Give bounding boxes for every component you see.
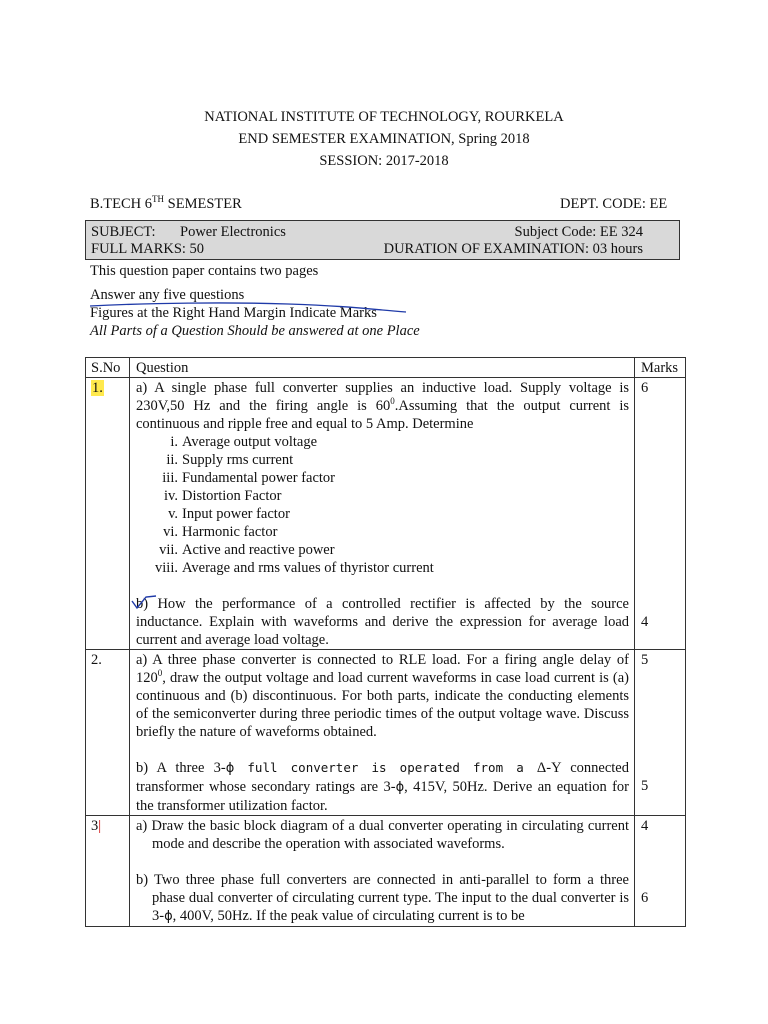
question-table — [85, 357, 686, 927]
q1-question — [130, 378, 635, 650]
parts-instruction: All Parts of a Question Should be answered at one Place — [90, 323, 420, 339]
q3-part-b: b) Two three phase full converters are connected in anti-parallel to form a three phase dual converter of circulating current type. The input to the dual converter is 3-ϕ, 400V, 50Hz. If the peak value of circulating current is to be — [136, 872, 629, 924]
q2-marks — [635, 650, 686, 816]
dept-code: DEPT. CODE: EE — [560, 196, 668, 212]
subject-value: Power Electronics — [180, 224, 286, 240]
q2-b-marks: 5 — [641, 778, 649, 794]
answer-instruction: Answer any five questions — [90, 287, 245, 303]
header-question: Question — [130, 358, 635, 378]
q2-a-marks: 5 — [641, 652, 649, 668]
semester-line: B.TECH 6TH SEMESTER — [90, 194, 242, 212]
q1-part-a: a) A single phase full converter supplies an inductive load. Supply voltage is 230V,50 Hz and the firing angle is $60^0.Assuming$ that the output current is continuous and ripple free and equal to 5 Amp. Determine — [136, 380, 629, 432]
q3-b-marks: 6 — [641, 890, 649, 906]
q2-part-a: a) A three phase converter is connected to RLE load. For a firing angle delay of $120^0$, draw the output voltage and load current waveforms in case load current is (a) continuous and (b) discontinuous. For both parts, indicate the conducting elements of the semiconverter during three periodic times of the output voltage wave. Discuss briefly the nature of waveforms obtained. — [136, 652, 629, 740]
list-item: v. Input power factor — [168, 506, 290, 522]
subject-label: SUBJECT: — [91, 224, 156, 240]
q2-question — [130, 650, 635, 816]
marks-instruction: Figures at the Right Hand Margin Indicate Marks — [90, 305, 377, 321]
list-item: i. Average output voltage — [170, 434, 318, 450]
q3-marks — [635, 816, 686, 927]
header-sno: S.No — [86, 358, 130, 378]
subject-code: Subject Code: EE 324 — [514, 224, 643, 240]
list-item: iv. Distortion Factor — [164, 488, 282, 504]
table-row — [86, 378, 686, 650]
q1-a-marks: 6 — [641, 380, 649, 396]
institute-title: NATIONAL INSTITUTE OF TECHNOLOGY, ROURKELA — [204, 109, 564, 125]
q3-part-a: a) Draw the basic block diagram of a dual converter operating in circulating current mode and describe the operation with associated waveforms. — [136, 818, 629, 852]
list-item: vii. Active and reactive power — [159, 542, 335, 558]
q2-sno: 2. — [86, 650, 130, 816]
exam-title: END SEMESTER EXAMINATION, Spring 2018 — [238, 131, 530, 147]
q1-b-marks: 4 — [641, 614, 649, 630]
subject-info-box — [85, 220, 680, 260]
full-marks: FULL MARKS: 50 — [91, 241, 205, 257]
list-item: vi. Harmonic factor — [163, 524, 278, 540]
table-row — [86, 650, 686, 816]
q1-sno: 1. — [86, 378, 130, 650]
q1-part-b: b) How the performance of a controlled rectifier is affected by the source inductance. Explain with waveforms and derive the expression for average load current and average load voltage. — [136, 595, 629, 649]
table-row — [86, 816, 686, 927]
session-line: SESSION: 2017-2018 — [319, 153, 449, 169]
pages-note: This question paper contains two pages — [90, 263, 319, 279]
header-marks: Marks — [635, 358, 686, 378]
q3-a-marks: 4 — [641, 818, 649, 834]
q1-subitems — [136, 433, 629, 577]
list-item: iii. Fundamental power factor — [162, 470, 336, 486]
q2-part-b: b) A three 3-ϕ full converter is operated from a Δ-Y connected transformer whose secondary ratings are 3-ϕ, 415V, 50Hz. Derive an equation for the transformer utilization factor. — [136, 760, 629, 814]
q1-marks — [635, 378, 686, 650]
table-header-row — [86, 358, 686, 378]
list-item: ii. Supply rms current — [166, 452, 294, 468]
q3-sno: 3| — [86, 816, 130, 927]
q3-question — [130, 816, 635, 927]
list-item: viii. Average and rms values of thyristor current — [155, 560, 434, 576]
exam-duration: DURATION OF EXAMINATION: 03 hours — [383, 241, 643, 257]
